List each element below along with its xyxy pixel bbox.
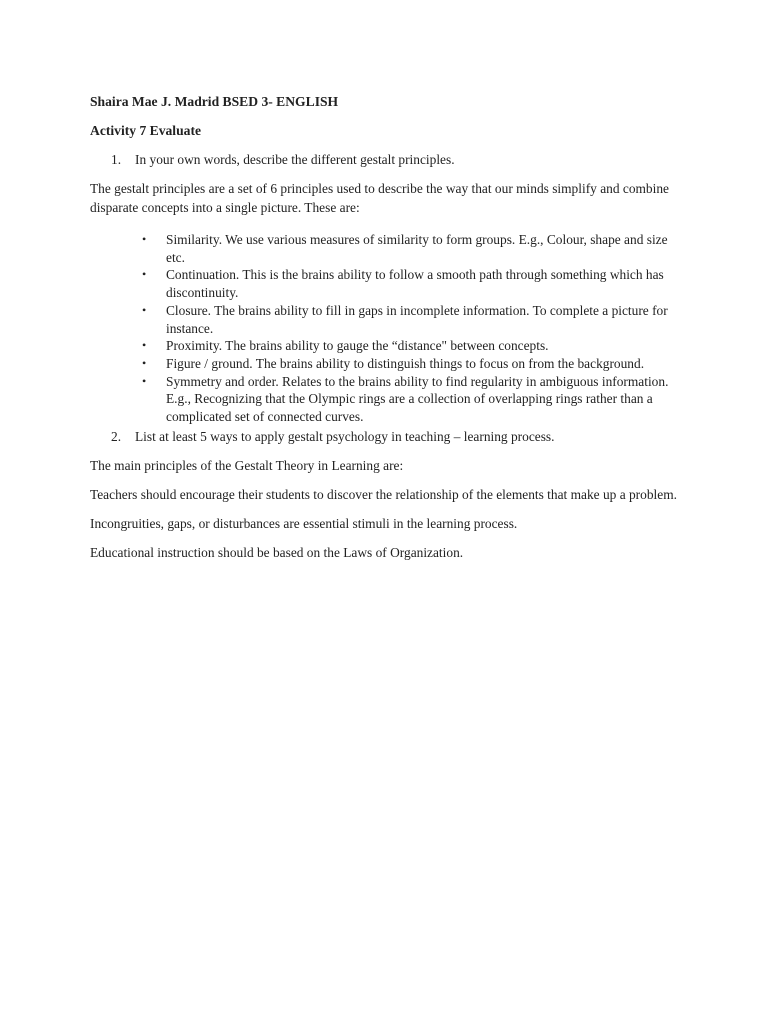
question-2 [90,427,680,446]
list-item [90,266,680,301]
question-1-text: In your own words, describe the different gestalt principles. [135,152,455,167]
question-1-number: 1. [111,152,122,167]
list-item [90,373,680,426]
list-item-text: Closure. The brains ability to fill in gaps in incomplete information. To complete a picture for instance. [166,302,668,336]
list-item-text: Figure / ground. The brains ability to distinguish things to focus on from the background. [166,355,645,371]
bullet-icon: • [142,302,147,317]
principles-list [90,231,680,426]
bullet-icon: • [142,232,147,246]
bullet-icon: • [142,373,147,388]
intro-paragraph: The gestalt principles are a set of 6 principles used to describe the way that our minds simplify and combine disparate concepts into a single picture. These are: [90,181,669,215]
document-page [90,92,680,562]
activity-title: Activity 7 Evaluate [90,123,202,138]
bullet-icon: • [142,355,147,370]
bullet-icon: • [142,267,147,282]
list-item-text: Proximity. The brains ability to gauge the “distance" between concepts. [166,338,549,354]
question-1 [90,150,680,169]
answer-2-paragraph-1: Teachers should encourage their students to discover the relationship of the elements that make up a problem. [90,486,677,502]
answer-2-paragraph-2: Incongruities, gaps, or disturbances are essential stimuli in the learning process. [90,515,518,531]
answer-2-intro: The main principles of the Gestalt Theory in Learning are: [90,457,404,473]
list-item-text: Symmetry and order. Relates to the brains ability to find regularity in ambiguous information. E.g., Recognizing that the Olympic rings are a collection of overlapping rings rather than a complicated set of connected curves. [166,373,669,425]
list-item [90,302,680,337]
question-2-text: List at least 5 ways to apply gestalt psychology in teaching – learning process. [135,428,555,444]
list-item [90,355,680,373]
question-2-number: 2. [111,428,122,444]
list-item-text: Continuation. This is the brains ability to follow a smooth path through something which has discontinuity. [166,267,664,301]
answer-2-paragraph-3: Educational instruction should be based on the Laws of Organization. [90,544,464,560]
list-item [90,337,680,355]
list-item [90,231,680,266]
list-item-text: Similarity. We use various measures of similarity to form groups. E.g., Colour, shape and size etc. [166,232,668,265]
bullet-icon: • [142,338,147,353]
author-line: Shaira Mae J. Madrid BSED 3- ENGLISH [90,94,339,109]
